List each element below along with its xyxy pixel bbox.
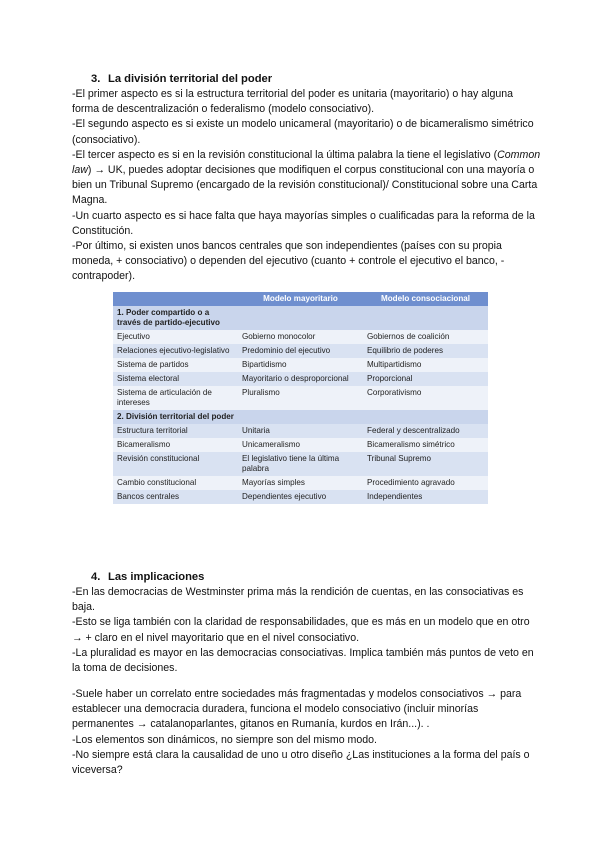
section-4-body-continued — [72, 687, 542, 778]
paragraph: -Suele haber un correlato entre sociedades más fragmentadas y modelos consociativos → para establecer una democracia duradera, funciona el modelo consociativo (incluir minorías permanentes → catalanoparlantes, gitanos en Rumanía, kurdos en Irán...). . — [72, 688, 522, 731]
comparison-table — [113, 292, 488, 504]
table-cell: Sistema electoral — [113, 372, 238, 386]
table-cell: Bicameralismo simétrico — [363, 438, 488, 452]
table-row — [113, 372, 488, 386]
table-header-cell: Modelo consociacional — [363, 292, 488, 306]
table-row — [113, 438, 488, 452]
section-4-body — [72, 585, 542, 676]
section-3-title: La división territorial del poder — [108, 73, 273, 85]
paragraph: -Por último, si existen unos bancos centrales que son independientes (países con su propia moneda, + consociativo) o dependen del ejecutivo (cuanto + controle el ejecutivo el banco, -contrapoder). — [72, 240, 505, 283]
table-group-label: 1. Poder compartido o a través de partido-ejecutivo — [113, 306, 238, 330]
section-3-body — [72, 87, 542, 285]
table-row — [113, 344, 488, 358]
paragraph: -Los elementos son dinámicos, no siempre son del mismo modo. — [72, 733, 378, 746]
table-cell: Sistema de articulación de intereses — [113, 386, 238, 410]
paragraph: -La pluralidad es mayor en las democracias consociativas. Implica también más puntos de veto en la toma de decisiones. — [72, 646, 534, 675]
table-cell: Corporativismo — [363, 386, 488, 410]
table-row — [113, 330, 488, 344]
paragraph-text: -El tercer aspecto es si en la revisión constitucional la última palabra la tiene el legislativo ( — [72, 148, 498, 161]
italic-term: Common law — [72, 148, 541, 177]
table-header-cell — [113, 292, 238, 306]
paragraph: -El segundo aspecto es si existe un modelo unicameral (mayoritario) o de bicameralismo simétrico (consociativo). — [72, 118, 534, 146]
table-cell: Unitaria — [238, 424, 363, 438]
table-row — [113, 452, 488, 476]
table-row — [113, 358, 488, 372]
table-cell: Bipartidismo — [238, 358, 363, 372]
table-row — [113, 490, 488, 504]
table-row — [113, 476, 488, 490]
paragraph: -El primer aspecto es si la estructura territorial del poder es unitaria (mayoritario) o hay alguna forma de descentralización o federalismo (modelo consociativo). — [72, 88, 514, 116]
table-cell: Estructura territorial — [113, 424, 238, 438]
table-cell: Federal y descentralizado — [363, 424, 488, 438]
paragraph-text: ) → UK, puedes adoptar decisiones que modifiquen el corpus constitucional con una mayoría o bien un Tribunal Supremo (encargado de la revisión constitucional)/ Constitucional sobre una Carta Magna. — [72, 164, 538, 207]
table-header-row — [113, 292, 488, 306]
table-row — [113, 424, 488, 438]
table-cell: Procedimiento agravado — [363, 476, 488, 490]
section-3-heading — [91, 72, 272, 87]
table-row — [113, 386, 488, 410]
table-cell: Bancos centrales — [113, 490, 238, 504]
table-cell: Multipartidismo — [363, 358, 488, 372]
paragraph: -Un cuarto aspecto es si hace falta que haya mayorías simples o cualificadas para la reforma de la Constitución. — [72, 209, 535, 237]
paragraph: -Esto se liga también con la claridad de responsabilidades, que es más en un modelo que en otro → + claro en el nivel mayoritario que en el nivel consociativo. — [72, 616, 530, 644]
table-cell: Gobierno monocolor — [238, 330, 363, 344]
table-header-cell: Modelo mayoritario — [238, 292, 363, 306]
table-group-row — [113, 410, 488, 424]
table-cell: Unicameralismo — [238, 438, 363, 452]
table-cell: Ejecutivo — [113, 330, 238, 344]
table-cell: Tribunal Supremo — [363, 452, 488, 476]
table-cell: Dependientes ejecutivo — [238, 490, 363, 504]
table-cell: Bicameralismo — [113, 438, 238, 452]
table-cell: Equilibrio de poderes — [363, 344, 488, 358]
section-4-number: 4. — [91, 571, 101, 583]
table-cell: Predominio del ejecutivo — [238, 344, 363, 358]
table-group-row — [113, 306, 488, 330]
section-4-heading — [91, 570, 204, 585]
table-cell: Gobiernos de coalición — [363, 330, 488, 344]
table-cell: Pluralismo — [238, 386, 363, 410]
section-3-number: 3. — [91, 73, 101, 85]
paragraph: -En las democracias de Westminster prima más la rendición de cuentas, en las consociativas es baja. — [72, 586, 524, 614]
paragraph — [72, 148, 542, 209]
section-4-title: Las implicaciones — [108, 571, 205, 583]
paragraph: -No siempre está clara la causalidad de uno u otro diseño ¿Las instituciones a la forma del país o viceversa? — [72, 748, 530, 777]
table-cell: Sistema de partidos — [113, 358, 238, 372]
table-cell: Mayoritario o desproporcional — [238, 372, 363, 386]
table-cell: Revisión constitucional — [113, 452, 238, 476]
table-cell: Relaciones ejecutivo-legislativo — [113, 344, 238, 358]
table-cell: Proporcional — [363, 372, 488, 386]
table-cell: Cambio constitucional — [113, 476, 238, 490]
table-cell: Independientes — [363, 490, 488, 504]
table-cell: Mayorías simples — [238, 476, 363, 490]
table-group-label: 2. División territorial del poder — [113, 410, 238, 424]
table-cell: El legislativo tiene la última palabra — [238, 452, 363, 476]
